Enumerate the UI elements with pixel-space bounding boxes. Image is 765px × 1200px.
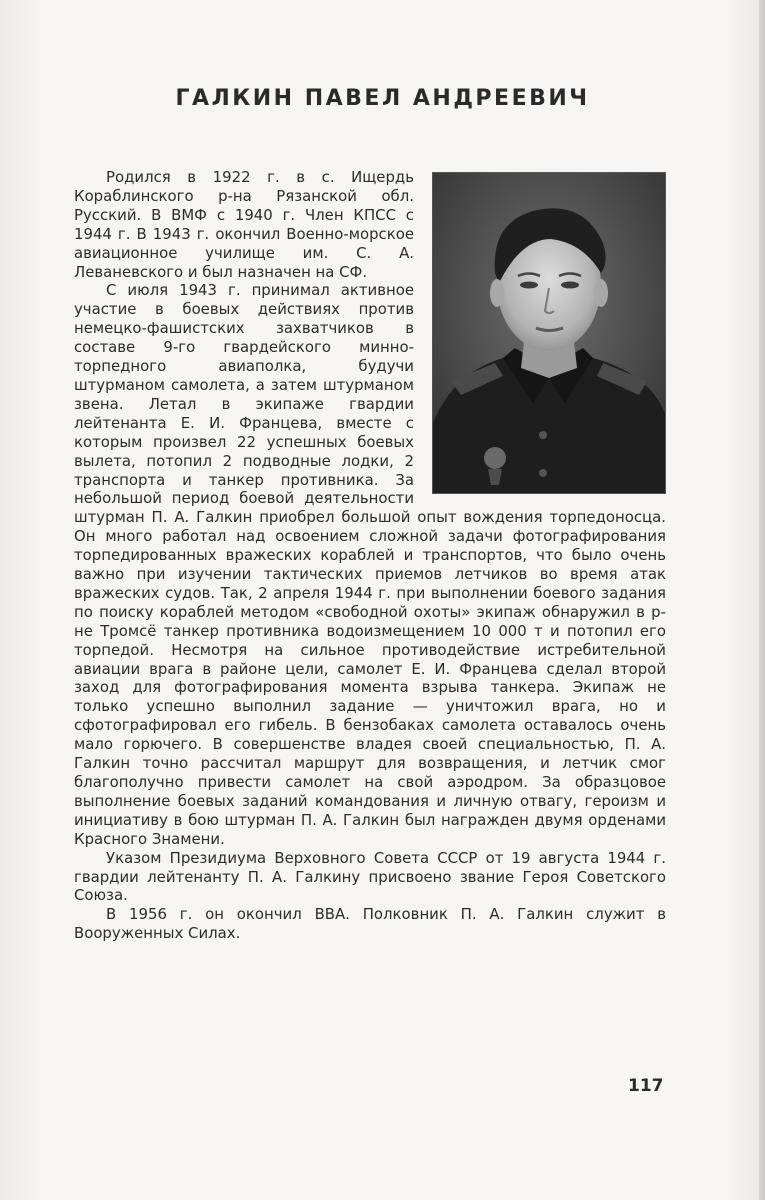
- portrait-image: [433, 173, 665, 493]
- biography-text: [74, 168, 666, 943]
- paragraph-later: В 1956 г. он окончил ВВА. Полковник П. А. Галкин служит в Вооруженных Силах.: [74, 905, 666, 943]
- page-number: 117: [628, 1076, 664, 1096]
- page-edge: [759, 0, 765, 1200]
- page-title: ГАЛКИН ПАВЕЛ АНДРЕЕВИЧ: [175, 86, 590, 111]
- paragraph-award: Указом Президиума Верховного Совета СССР от 19 августа 1944 г. гвардии лейтенанту П. А. Галкину присвоено звание Героя Советского Союза.: [74, 848, 666, 905]
- portrait-photo: [432, 172, 666, 494]
- paragraph-birth: Родился в 1922 г. в с. Ищердь Кораблинского р-на Рязанской обл. Русский. В ВМФ с 1940 г. Член КПСС с 1944 г. В 1943 г. окончил Военно-морское авиационное училище им. С. А. Леваневского и был назначен на СФ.: [74, 168, 414, 281]
- paragraph-combat: С июля 1943 г. принимал активное участие в боевых действиях против немецко-фашистских захватчиков в составе 9-го гвардейского минно-торпедного авиаполка, будучи штурманом самолета, а затем штурманом звена. Летал в экипаже гвардии лейтенанта Е. И. Францева, вместе с которым произвел 22 успешных боевых вылета, потопил 2 подводные лодки, 2 транспорта и танкер противника. За небольшой период боевой деятельности штурман П. А. Галкин приобрел большой опыт вождения торпедоносца. Он много работал над освоением сложной задачи фотографирования торпедированных вражеских кораблей и транспортов, что было очень важно при изучении тактических приемов летчиков во время атак вражеских судов. Так, 2 апреля 1944 г. при выполнении боевого задания по поиску кораблей методом «свободной охоты» экипаж обнаружил в р-не Тромсё танкер противника водоизмещением 10 000 т и потопил его торпедой. Несмотря на сильное противодействие истребительной авиации врага в районе цели, самолет Е. И. Францева сделал второй заход для фотографирования момента взрыва танкера. Экипаж не только успешно выполнил задание — уничтожил врага, но и сфотографировал его гибель. В бензобаках самолета оставалось очень мало горючего. В совершенстве владея своей специальностью, П. А. Галкин точно рассчитал маршрут для возвращения, и летчик смог благополучно привести самолет на свой аэродром. За образцовое выполнение боевых заданий командования и личную отвагу, героизм и инициативу в бою штурман П. А. Галкин был награжден двумя орденами Красного Знамени.: [74, 281, 666, 848]
